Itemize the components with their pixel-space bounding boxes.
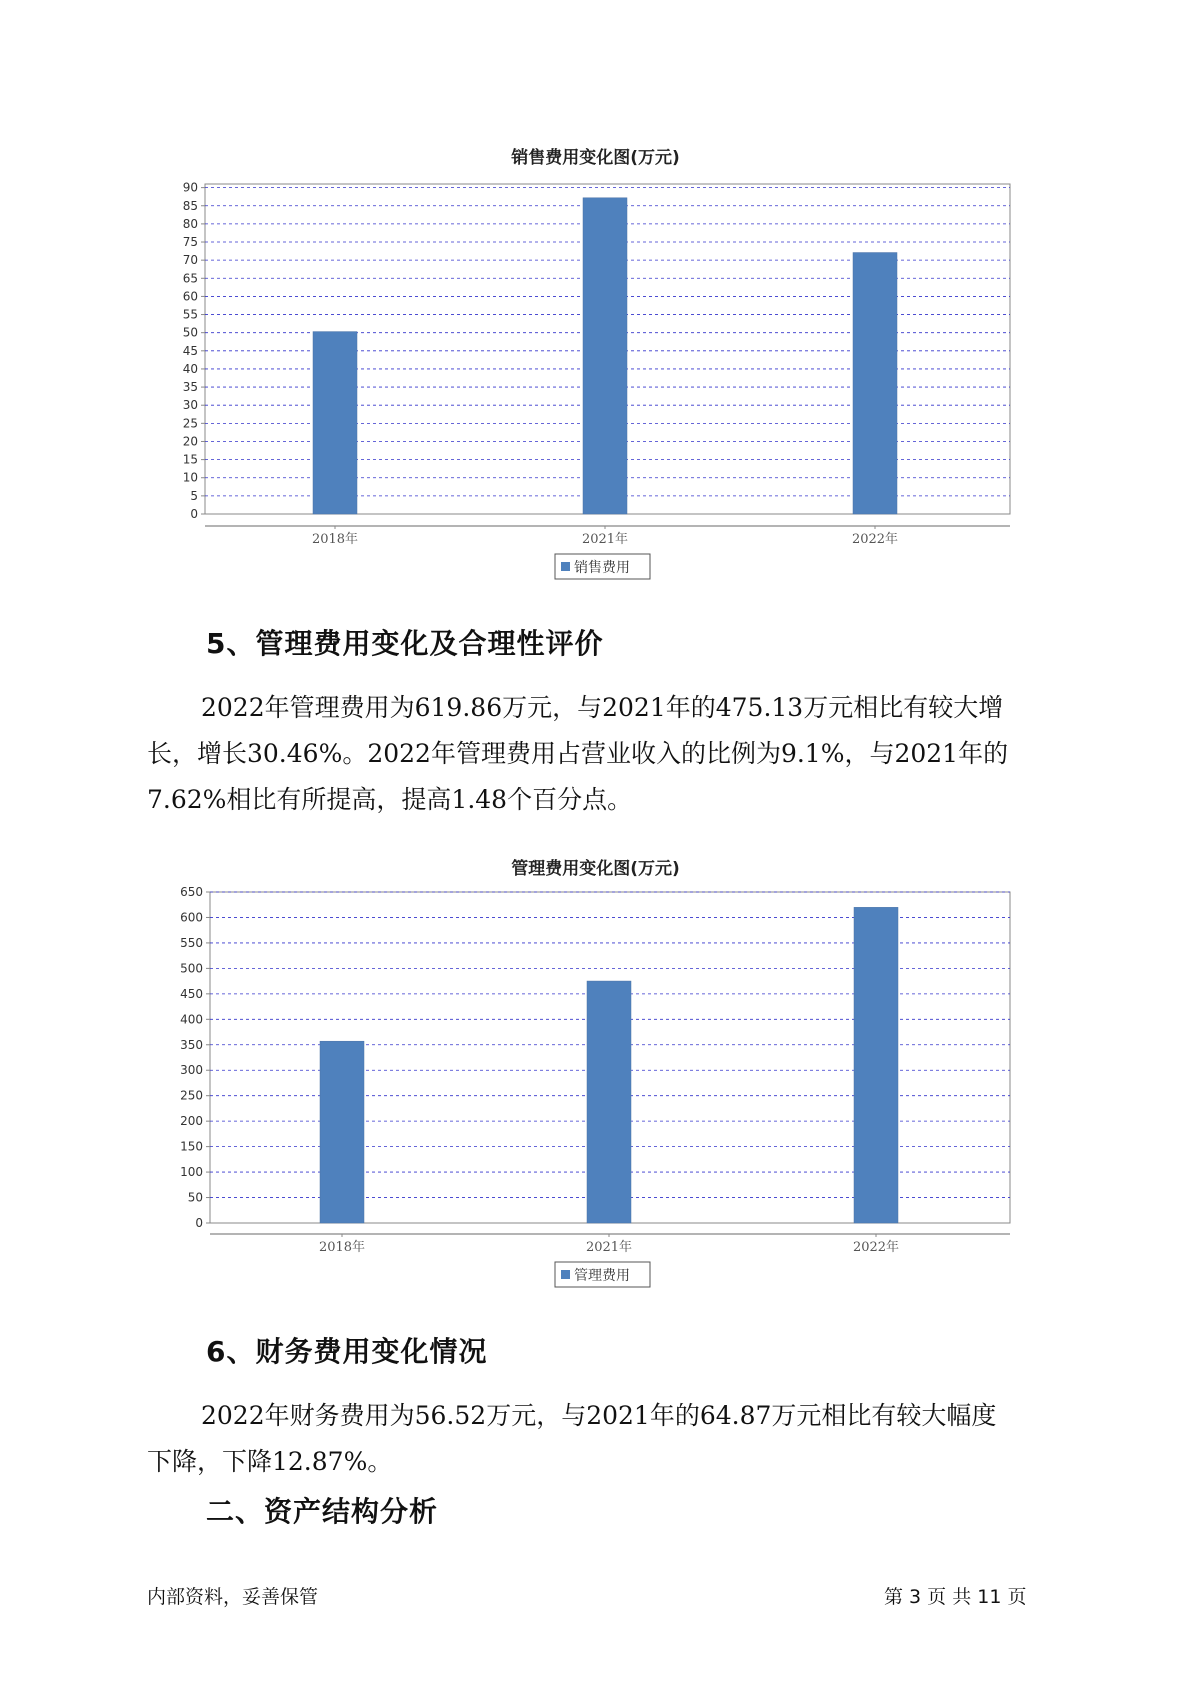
section5-line-1: 2022年管理费用为619.86万元，与2021年的475.13万元相比有较大增 <box>201 693 1004 722</box>
y-tick-label: 80 <box>182 216 198 231</box>
chart2-title: 管理费用变化图(万元) <box>511 859 680 879</box>
section5-heading: 5、管理费用变化及合理性评价 <box>206 627 604 660</box>
y-tick-label: 75 <box>182 235 198 250</box>
footer-page-number: 第 3 页 共 11 页 <box>884 1586 1027 1608</box>
bar-2021年 <box>583 198 627 514</box>
y-tick-label: 100 <box>180 1165 203 1180</box>
y-tick-label: 55 <box>182 307 198 322</box>
y-tick-label: 150 <box>180 1139 203 1154</box>
y-tick-label: 50 <box>182 325 198 340</box>
y-tick-label: 25 <box>182 416 198 431</box>
bar-2021年 <box>587 981 631 1223</box>
section2-heading: 二、资产结构分析 <box>206 1495 439 1528</box>
bar-2022年 <box>853 253 897 514</box>
y-tick-label: 250 <box>180 1088 203 1103</box>
chart1-title: 销售费用变化图(万元) <box>511 148 680 168</box>
y-tick-label: 85 <box>182 198 198 213</box>
y-tick-label: 70 <box>182 253 198 268</box>
y-tick-label: 200 <box>180 1114 203 1129</box>
y-tick-label: 20 <box>182 434 198 449</box>
x-tick-label: 2021年 <box>581 532 629 547</box>
y-tick-label: 30 <box>182 398 198 413</box>
y-tick-label: 400 <box>180 1012 203 1027</box>
legend-swatch <box>561 1270 570 1279</box>
y-tick-label: 90 <box>182 180 198 195</box>
y-tick-label: 350 <box>180 1037 203 1052</box>
section6-line-2: 下降，下降12.87%。 <box>147 1447 393 1476</box>
legend-label: 管理费用 <box>574 1268 630 1284</box>
section6-paragraph <box>147 1393 1047 1485</box>
x-tick-label: 2018年 <box>318 1240 366 1255</box>
y-tick-label: 45 <box>182 343 198 358</box>
y-tick-label: 5 <box>190 488 198 503</box>
footer-confidential: 内部资料，妥善保管 <box>147 1586 319 1608</box>
x-tick-label: 2021年 <box>585 1240 633 1255</box>
y-tick-label: 550 <box>180 935 203 950</box>
y-tick-label: 450 <box>180 986 203 1001</box>
x-tick-label: 2022年 <box>851 532 899 547</box>
y-tick-label: 35 <box>182 380 198 395</box>
y-tick-label: 15 <box>182 452 198 467</box>
admin-expense-chart <box>0 870 1191 1284</box>
x-tick-label: 2022年 <box>852 1240 900 1255</box>
y-tick-label: 40 <box>182 361 198 376</box>
sales-expense-chart <box>0 160 1191 576</box>
bar-2018年 <box>320 1041 364 1223</box>
y-tick-label: 300 <box>180 1063 203 1078</box>
bar-2022年 <box>854 907 898 1223</box>
y-tick-label: 0 <box>190 507 198 521</box>
y-tick-label: 650 <box>180 885 203 899</box>
section6-heading: 6、财务费用变化情况 <box>206 1335 488 1368</box>
section5-line-3: 7.62%相比有所提高，提高1.48个百分点。 <box>147 785 633 814</box>
y-tick-label: 500 <box>180 961 203 976</box>
section5-paragraph <box>147 685 1047 823</box>
bar-2018年 <box>313 332 357 514</box>
y-tick-label: 10 <box>182 470 198 485</box>
section6-line-1: 2022年财务费用为56.52万元，与2021年的64.87万元相比有较大幅度 <box>201 1401 997 1430</box>
y-tick-label: 600 <box>180 910 203 925</box>
y-tick-label: 65 <box>182 271 198 286</box>
y-tick-label: 0 <box>195 1216 203 1230</box>
y-tick-label: 50 <box>187 1190 203 1205</box>
x-tick-label: 2018年 <box>311 532 359 547</box>
section5-line-2: 长，增长30.46%。2022年管理费用占营业收入的比例为9.1%，与2021年的 <box>147 739 1009 768</box>
y-tick-label: 60 <box>182 289 198 304</box>
legend-label: 销售费用 <box>574 560 630 576</box>
legend-swatch <box>561 562 570 571</box>
